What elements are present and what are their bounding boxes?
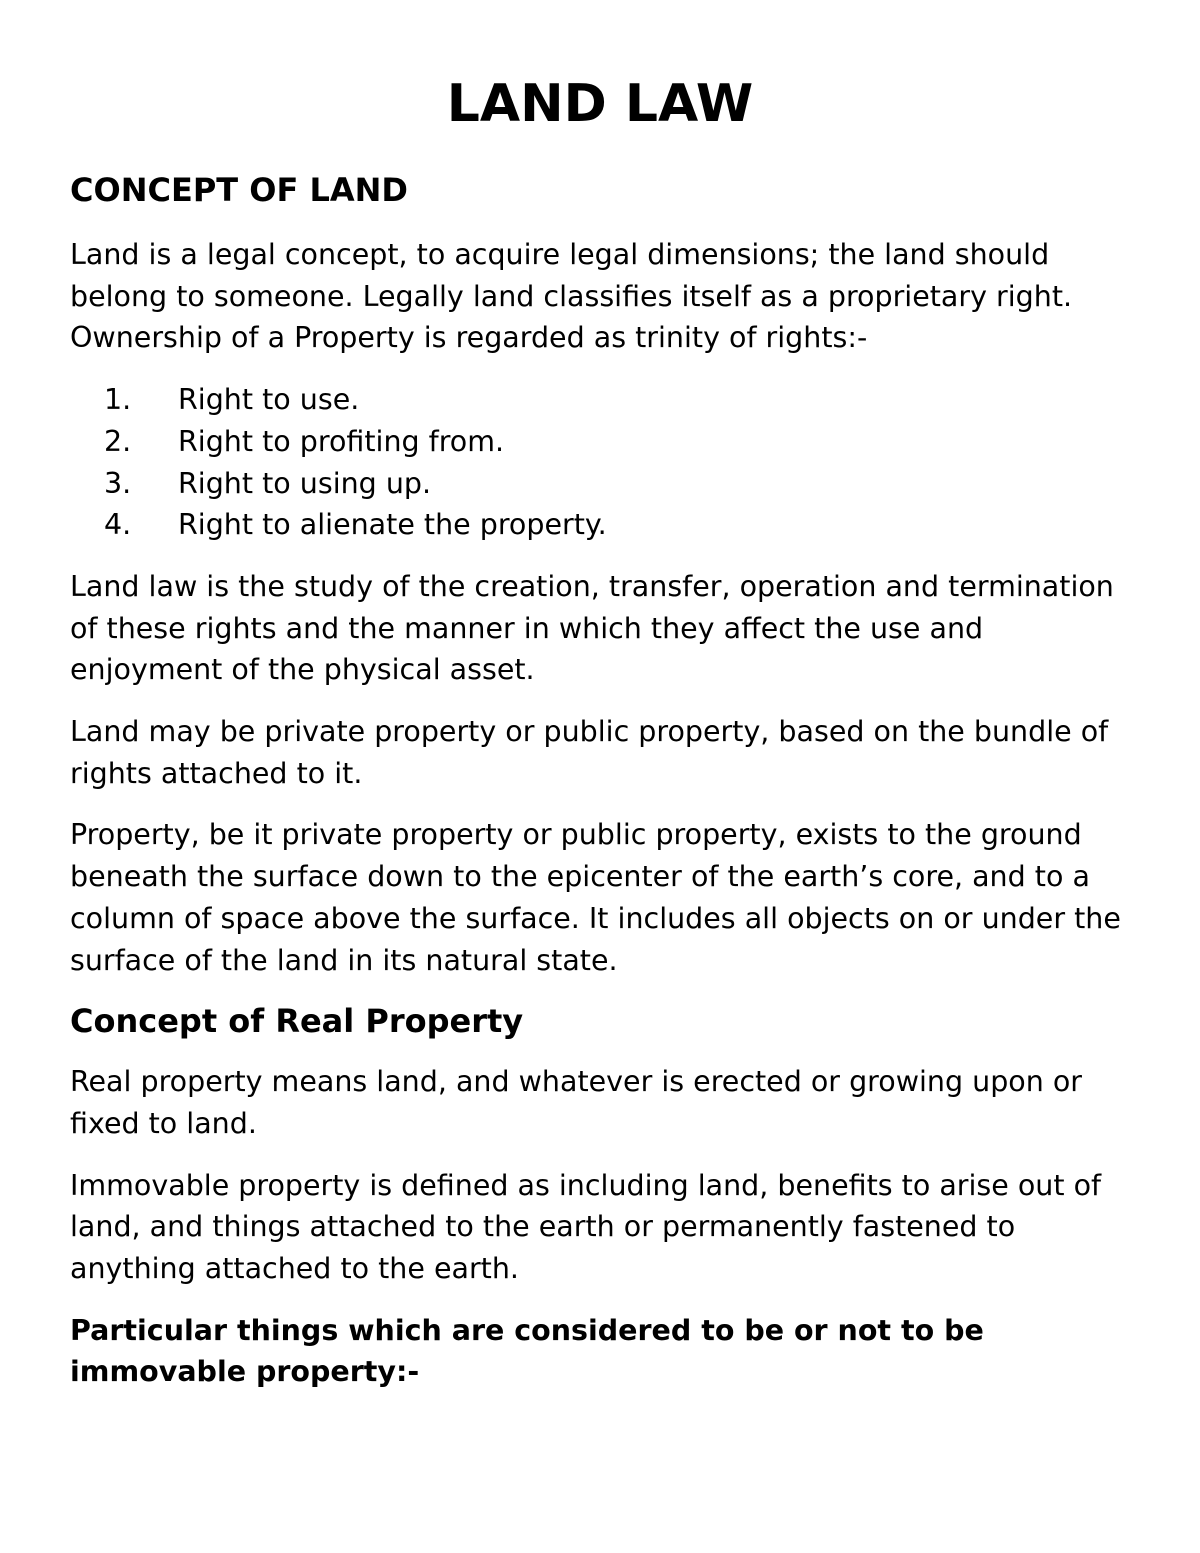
list-item-number: 4.: [104, 508, 132, 542]
list-item-number: 2.: [104, 424, 132, 458]
list-item-text: Right to using up.: [178, 466, 432, 500]
paragraph-private-public-property: Land may be private property or public property, based on the bundle of rights attached to it.: [70, 715, 1109, 790]
list-item-number: 3.: [104, 466, 132, 500]
section-heading-concept-of-land: CONCEPT OF LAND: [70, 171, 408, 209]
paragraph-particular-things-heading: Particular things which are considered to be or not to be immovable property:-: [70, 1313, 984, 1389]
section-heading-real-property: Concept of Real Property: [70, 1002, 524, 1041]
list-item-text: Right to profiting from.: [178, 424, 505, 458]
list-item-text: Right to use.: [178, 383, 360, 417]
paragraph-property-extent: Property, be it private property or public property, exists to the ground beneath the surface down to the epicenter of the earth’s core, and to a column of space above the surface. It includes all objects on or under the surface of the land in its natural state.: [70, 818, 1121, 977]
list-item: [70, 463, 1130, 505]
list-item-text: Right to alienate the property.: [178, 508, 607, 542]
paragraph-land-legal-concept: Land is a legal concept, to acquire legal dimensions; the land should belong to someone. Legally land classifies itself as a proprietary right. Ownership of a Property is regarded as trinity of rights:-: [70, 238, 1073, 355]
list-item: [70, 421, 1130, 463]
list-item: [70, 379, 1130, 421]
rights-list: [70, 379, 1130, 546]
list-item: [70, 504, 1130, 546]
list-item-number: 1.: [104, 383, 132, 417]
paragraph-immovable-property-definition: Immovable property is defined as including land, benefits to arise out of land, and things attached to the earth or permanently fastened to anything attached to the earth.: [70, 1168, 1102, 1286]
document-title: LAND LAW: [446, 74, 754, 134]
paragraph-real-property-definition: Real property means land, and whatever is erected or growing upon or fixed to land.: [70, 1065, 1083, 1140]
paragraph-land-law-study: Land law is the study of the creation, transfer, operation and termination of these rights and the manner in which they affect the use and enjoyment of the physical asset.: [70, 569, 1114, 687]
